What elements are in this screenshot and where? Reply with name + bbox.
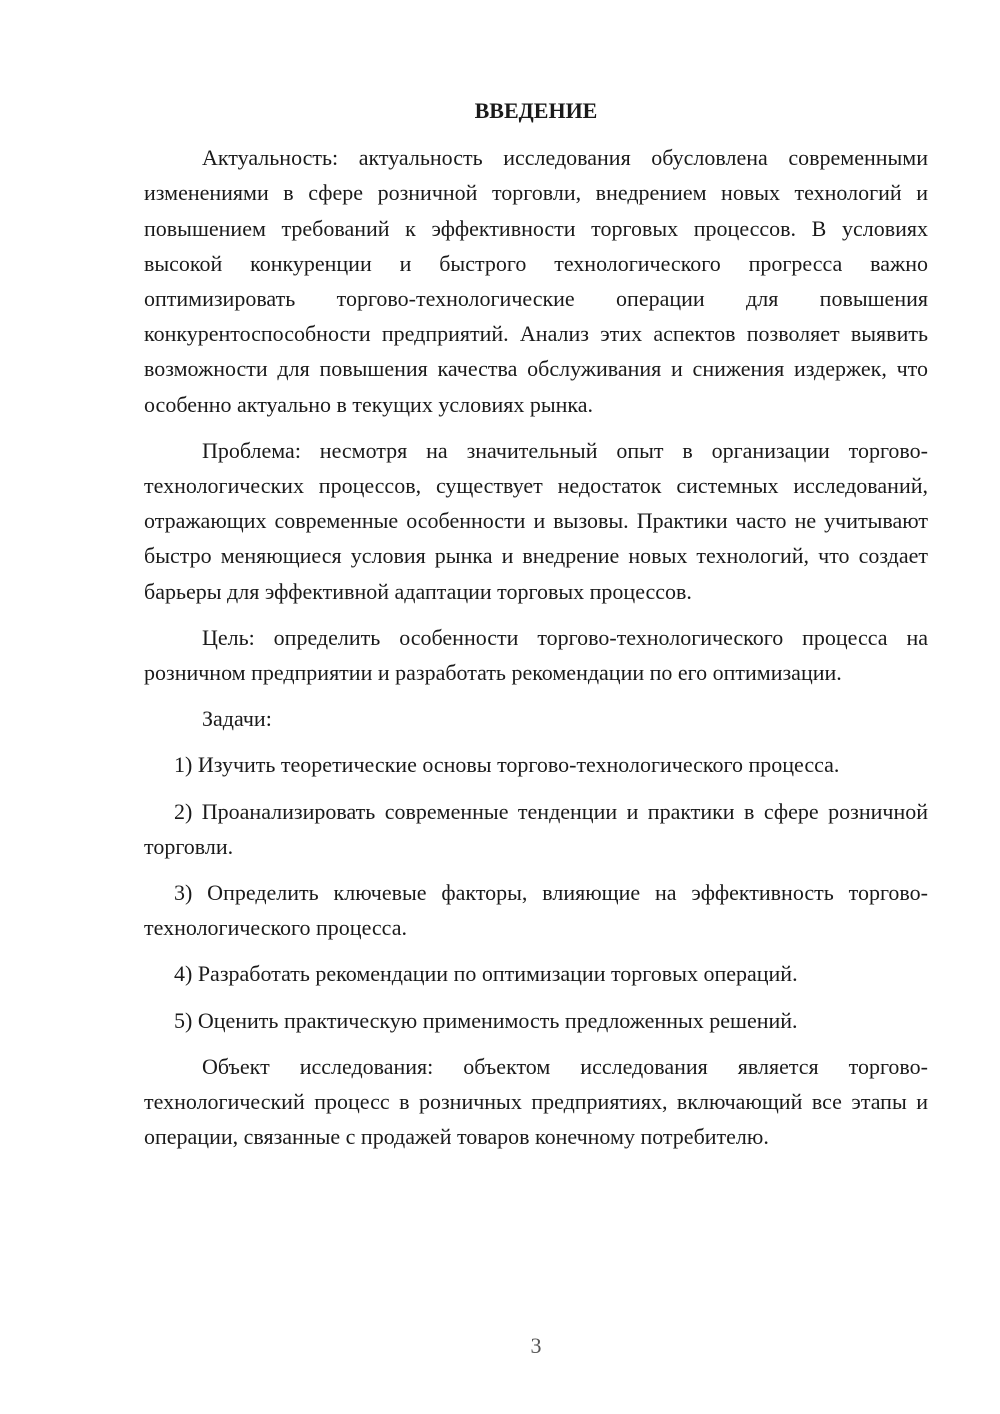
problem-paragraph: Проблема: несмотря на значительный опыт в организации торгово-технологических процессов, существует недостаток системных исследований, отражающих современные особенности и вызовы. Практики часто не учитывают быстро меняющиеся условия рынка и внедрение новых технологий, что создает барьеры для эффективной адаптации торговых процессов.: [144, 437, 928, 604]
object-paragraph: Объект исследования: объектом исследования является торгово-технологический процесс в розничных предприятиях, включающий все этапы и операции, связанные с продажей товаров конечному потребителю.: [144, 1053, 928, 1150]
task-item-4: 4) Разработать рекомендации по оптимизации торговых операций.: [174, 961, 798, 987]
task-item-5: 5) Оценить практическую применимость предложенных решений.: [174, 1007, 798, 1033]
relevance-paragraph: Актуальность: актуальность исследования обусловлена современными изменениями в сфере розничной торговли, внедрением новых технологий и повышением требований к эффективности торговых процессов. В условиях высокой конкуренции и быстрого технологического прогресса важно оптимизировать торгово-технологические операции для повышения конкурентоспособности предприятий. Анализ этих аспектов позволяет выявить возможности для повышения качества обслуживания и снижения издержек, что особенно актуально в текущих условиях рынка.: [144, 145, 928, 417]
page-content: [144, 93, 928, 1165]
goal-paragraph: Цель: определить особенности торгово-технологического процесса на розничном предприятии и разработать рекомендации по его оптимизации.: [144, 624, 928, 686]
task-item-2: 2) Проанализировать современные тенденции и практики в сфере розничной торговли.: [144, 798, 928, 859]
task-item-1: 1) Изучить теоретические основы торгово-технологического процесса.: [174, 752, 840, 778]
page-title: ВВЕДЕНИЕ: [474, 98, 598, 123]
tasks-heading: Задачи:: [202, 706, 272, 732]
page-number: 3: [530, 1333, 542, 1358]
task-item-3: 3) Определить ключевые факторы, влияющие на эффективность торгово-технологического процесса.: [144, 880, 928, 941]
